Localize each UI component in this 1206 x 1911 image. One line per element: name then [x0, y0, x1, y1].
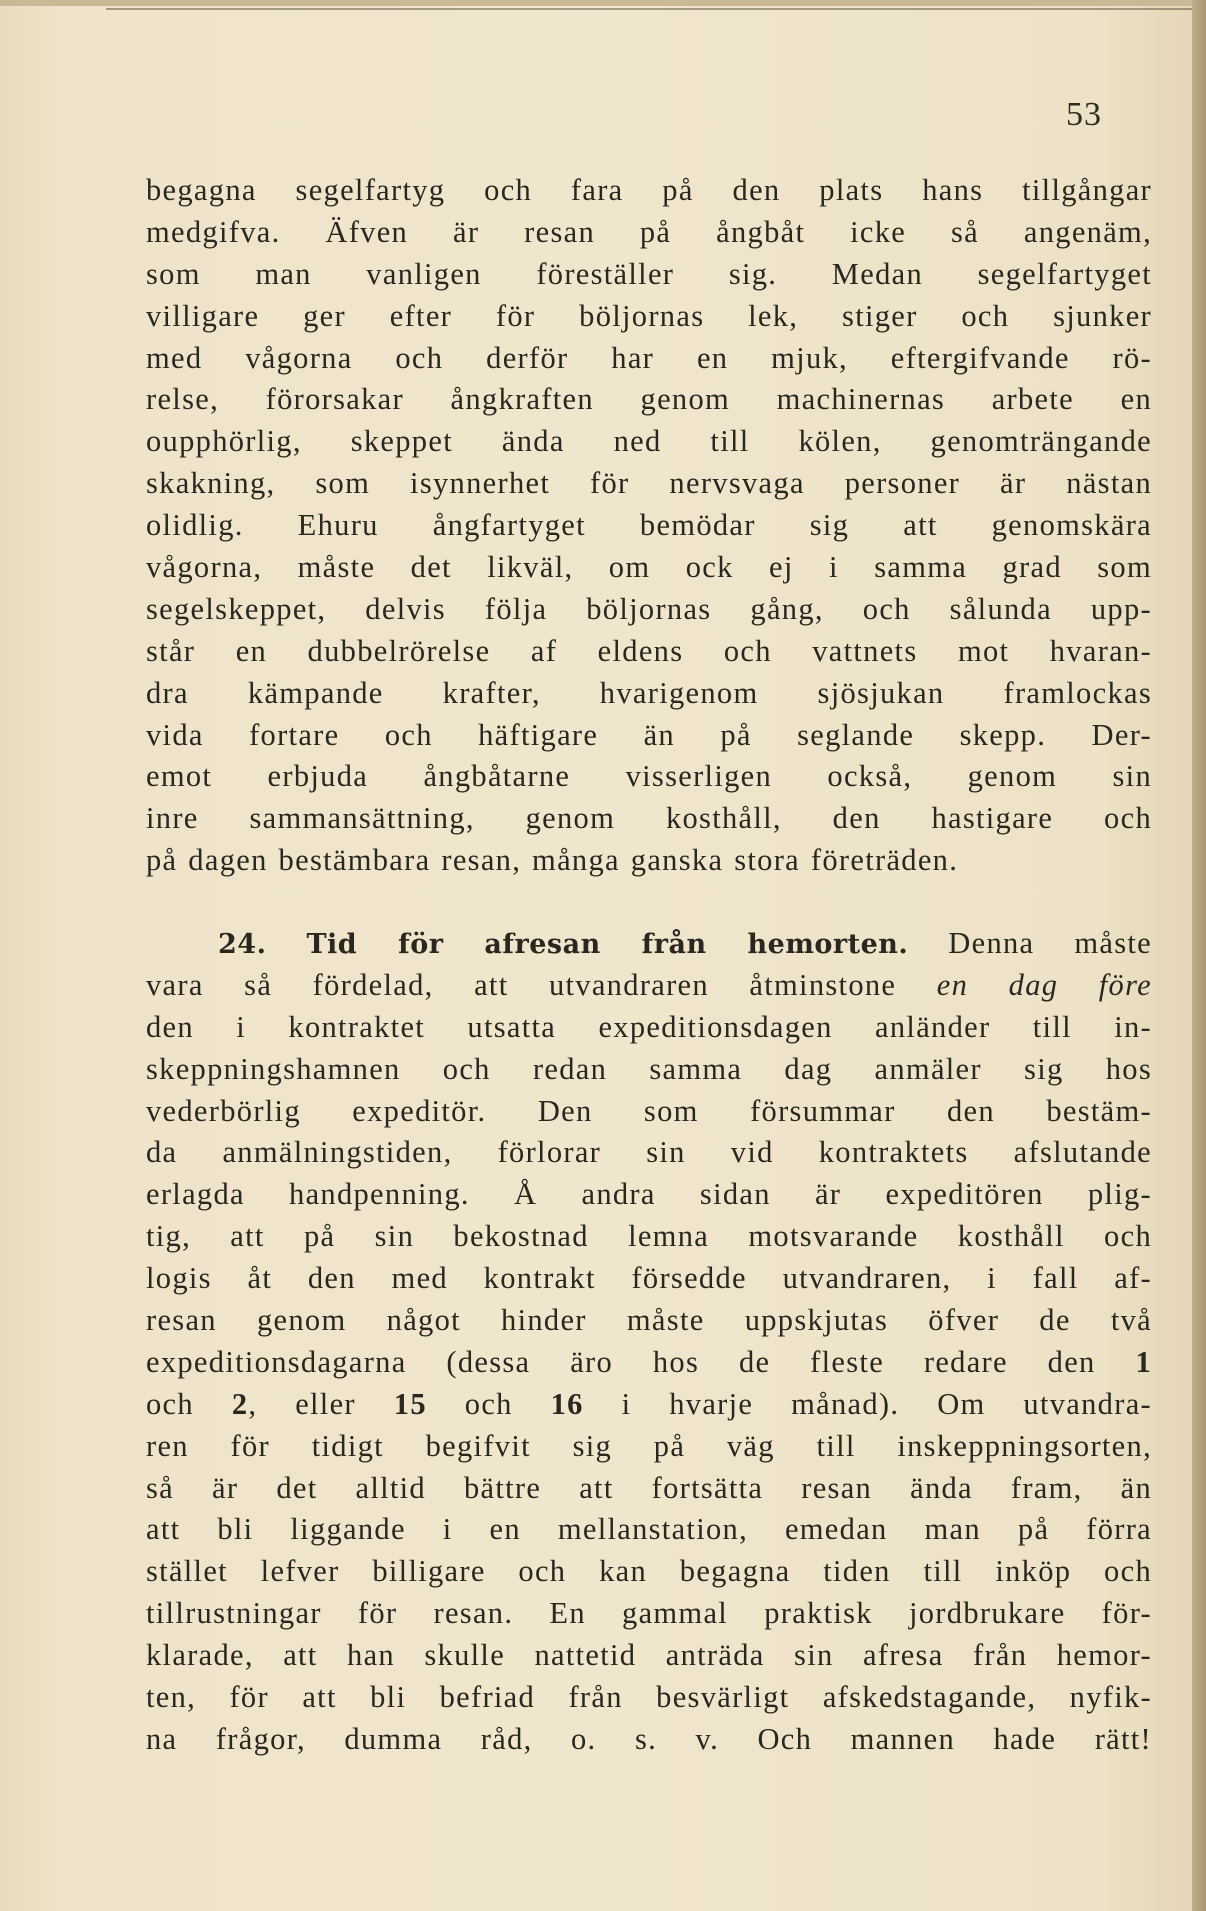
section-number: 24.	[218, 929, 267, 960]
italic-emphasis: en dag före	[936, 967, 1152, 1002]
text-line: ten, för att bli befriad från besvärligt afskedstagande, nyfik-	[146, 1680, 1152, 1715]
text-line: medgifva. Äfven är resan på ångbåt icke så angenäm,	[146, 214, 1152, 249]
text-line: logis åt den med kontrakt försedde utvandraren, i fall af-	[146, 1261, 1152, 1296]
page-number: 53	[1066, 96, 1102, 133]
text-line: segelskeppet, delvis följa böljornas gång, och sålunda upp-	[146, 591, 1152, 626]
text-line: relse, förorsakar ångkraften genom machinernas arbete en	[146, 382, 1152, 417]
text-span: och	[146, 1386, 194, 1421]
heading-line-text: Denna måste	[948, 926, 1152, 960]
text-line: så är det alltid bättre att fortsätta resan ända fram, än	[146, 1470, 1152, 1505]
text-line: stället lefver billigare och kan begagna tiden till inköp och	[146, 1554, 1152, 1589]
text-line: skakning, som isynnerhet för nervsvaga personer är nästan	[146, 466, 1152, 501]
text-line: tillrustningar för resan. En gammal praktisk jordbrukare för-	[146, 1596, 1152, 1631]
text-line: tig, att på sin bekostnad lemna motsvarande kosthåll och	[146, 1219, 1152, 1254]
text-line: den i kontraktet utsatta expeditionsdagen anländer till in-	[146, 1009, 1152, 1044]
text-span: vara så fördelad, att utvandraren åtminstone	[146, 967, 897, 1002]
section-heading: Tid för afresan från hemorten.	[306, 929, 909, 960]
text-span: och	[464, 1386, 513, 1421]
text-line: skeppningshamnen och redan samma dag anmäler sig hos	[146, 1051, 1152, 1086]
page-edge	[1192, 0, 1206, 1911]
text-line: resan genom något hinder måste uppskjutas öfver de två	[146, 1303, 1152, 1338]
text-line: oupphörlig, skeppet ända ned till kölen, genomträngande	[146, 424, 1152, 459]
text-line: inre sammansättning, genom kosthåll, den hastigare och	[146, 801, 1152, 836]
date-number: 2	[231, 1386, 249, 1421]
text-line: villigare ger efter för böljornas lek, stiger och sjunker	[146, 298, 1152, 333]
text-line: står en dubbelrörelse af eldens och vattnets mot hvaran-	[146, 633, 1152, 668]
text-line: emot erbjuda ångbåtarne visserligen också, genom sin	[146, 759, 1152, 794]
text-line: begagna segelfartyg och fara på den plats hans tillgångar	[146, 173, 1152, 207]
text-line	[146, 965, 1152, 1007]
text-span: expeditionsdagarna (dessa äro hos de fleste redare den	[146, 1344, 1096, 1379]
text-span: i hvarje månad). Om utvandra-	[621, 1386, 1152, 1421]
text-line: erlagda handpenning. Å andra sidan är expeditören plig-	[146, 1177, 1152, 1212]
date-number: 16	[550, 1386, 584, 1421]
text-line	[146, 1384, 1152, 1426]
text-span: , eller	[248, 1386, 356, 1421]
paragraph-2	[146, 923, 1152, 1761]
text-line: på dagen bestämbara resan, många ganska stora företräden.	[146, 843, 959, 878]
text-line: ren för tidigt begifvit sig på väg till inskeppningsorten,	[146, 1428, 1152, 1463]
section-heading-line	[146, 923, 1152, 965]
text-line: att bli liggande i en mellanstation, emedan man på förra	[146, 1512, 1152, 1547]
text-line: na frågor, dumma råd, o. s. v. Och mannen hade rätt!	[146, 1721, 1152, 1756]
text-line: med vågorna och derför har en mjuk, eftergifvande rö-	[146, 340, 1152, 375]
text-line: dra kämpande krafter, hvarigenom sjösjukan framlockas	[146, 675, 1152, 710]
text-line: som man vanligen föreställer sig. Medan segelfartyget	[146, 256, 1152, 291]
paragraph-1	[146, 170, 1152, 882]
text-line: vederbörlig expeditör. Den som försummar den bestäm-	[146, 1093, 1152, 1128]
text-line: klarade, att han skulle nattetid anträda sin afresa från hemor-	[146, 1638, 1152, 1673]
date-number: 15	[393, 1386, 427, 1421]
date-number: 1	[1135, 1344, 1152, 1379]
text-line: olidlig. Ehuru ångfartyget bemödar sig att genomskära	[146, 508, 1152, 543]
top-rule	[106, 8, 1192, 10]
text-line: vida fortare och häftigare än på seglande skepp. Der-	[146, 717, 1152, 752]
text-line: da anmälningstiden, förlorar sin vid kontraktets afslutande	[146, 1135, 1152, 1170]
text-line	[146, 1342, 1152, 1384]
text-line: vågorna, måste det likväl, om ock ej i samma grad som	[146, 550, 1152, 585]
